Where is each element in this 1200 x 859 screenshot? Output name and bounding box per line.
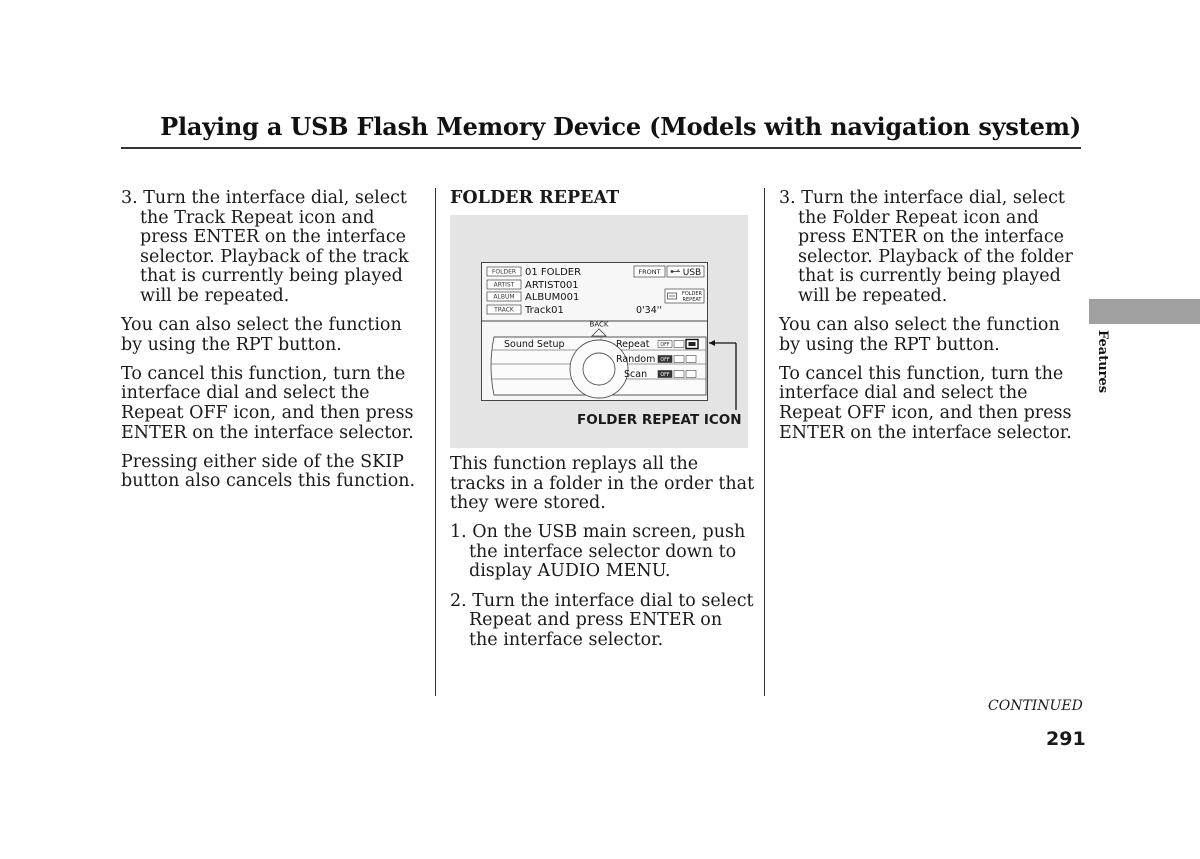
elapsed-time: 0'34'': [636, 305, 662, 316]
random-off: OFF: [660, 358, 670, 363]
continued-note: CONTINUED: [988, 698, 1083, 714]
menu-scan: Scan: [624, 369, 648, 380]
front-label: FRONT: [638, 268, 661, 276]
step-3-track-repeat: 3. Turn the interface dial, select the Track Repeat icon and press ENTER on the interface selector. Playback of the track that is currently being played will be repeated.: [121, 188, 409, 306]
menu-sound-setup: Sound Setup: [504, 339, 565, 350]
cancel-instruction: To cancel this function, turn the interface dial and select the Repeat OFF icon, and then press ENTER on the interface selector.: [121, 363, 414, 443]
skip-cancel-note: Pressing either side of the SKIP button also cancels this function.: [121, 451, 416, 492]
middle-column: [450, 455, 755, 660]
scan-off: OFF: [660, 373, 670, 378]
step-1: 1. On the USB main screen, push the interface selector down to display AUDIO MENU.: [450, 522, 746, 582]
step-3-folder-repeat: 3. Turn the interface dial, select the Folder Repeat icon and press ENTER on the interface selector. Playback of the folder that is currently being played will be repeated.: [779, 188, 1073, 306]
album-value: ALBUM001: [525, 292, 580, 303]
folder-repeat-figure: [450, 215, 748, 448]
menu-repeat: Repeat: [616, 339, 650, 350]
cancel-instruction-right: To cancel this function, turn the interface dial and select the Repeat OFF icon, and then press ENTER on the interface selector.: [779, 363, 1072, 443]
figure-caption: FOLDER REPEAT ICON: [577, 412, 742, 428]
section-tab: [1089, 299, 1200, 324]
folder-repeat-heading: FOLDER REPEAT: [450, 188, 620, 208]
folder-repeat-label-bottom: REPEAT: [682, 297, 702, 303]
middle-column-heading-wrap: [450, 189, 750, 217]
left-column: [121, 189, 421, 501]
folder-tag: FOLDER: [491, 268, 517, 276]
step-2: 2. Turn the interface dial to select Repeat and press ENTER on the interface selector.: [450, 590, 754, 650]
album-tag: ALBUM: [493, 293, 515, 301]
menu-random: Random: [616, 354, 656, 365]
back-label: BACK: [589, 320, 609, 329]
repeat-off: OFF: [660, 343, 670, 348]
artist-tag: ARTIST: [493, 281, 515, 289]
folder-value: 01 FOLDER: [525, 267, 582, 278]
track-value: Track01: [525, 305, 564, 316]
artist-value: ARTIST001: [525, 280, 579, 291]
folder-repeat-intro: This function replays all the tracks in a folder in the order that they were stored.: [450, 454, 755, 514]
page-number: 291: [1046, 728, 1086, 750]
column-divider-right: [764, 188, 765, 696]
rpt-button-note: You can also select the function by using the RPT button.: [121, 315, 402, 355]
section-tab-label: Features: [1095, 330, 1110, 394]
source-label: USB: [682, 268, 702, 278]
folder-repeat-label-top: FOLDER: [681, 291, 703, 297]
page-title: Playing a USB Flash Memory Device (Models with navigation system): [160, 112, 1081, 141]
column-divider-left: [435, 188, 436, 696]
track-tag: TRACK: [494, 306, 514, 314]
rpt-button-note-right: You can also select the function by using the RPT button.: [779, 315, 1060, 355]
title-divider: [121, 147, 1081, 149]
right-column: [779, 189, 1079, 453]
callout-arrow-icon: [709, 340, 715, 346]
